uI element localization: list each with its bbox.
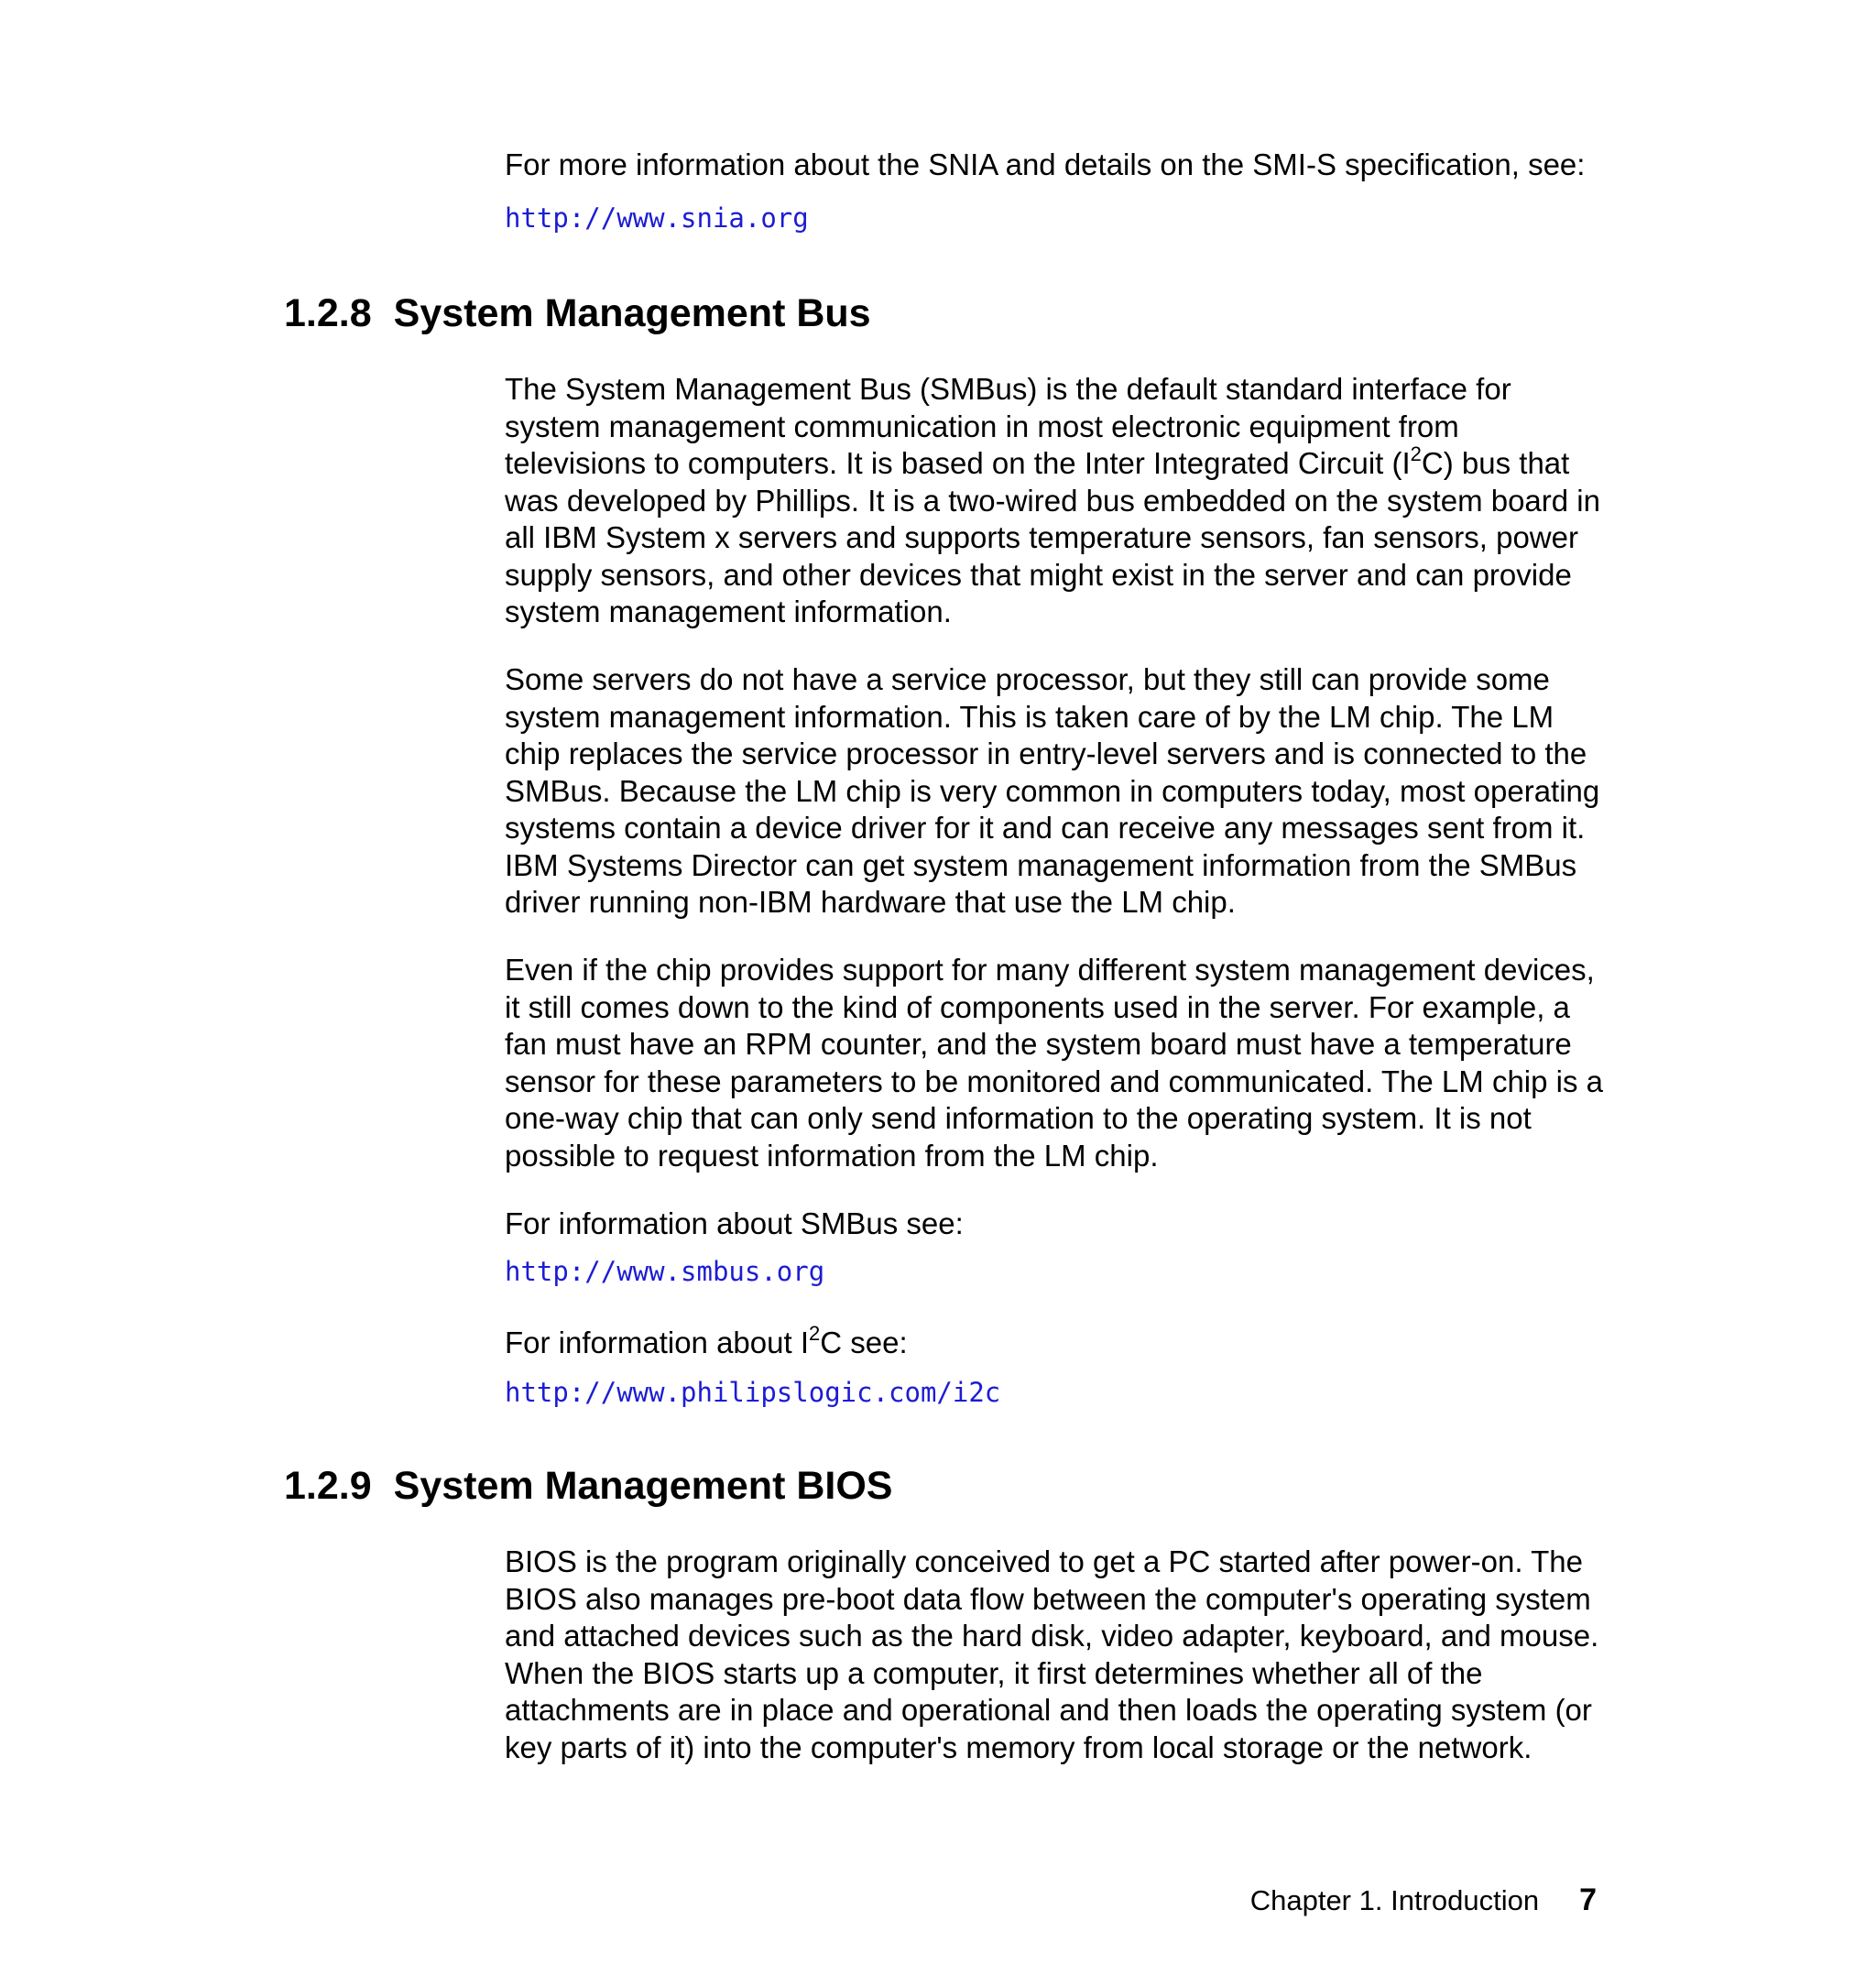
i2c-link[interactable]: http://www.philipslogic.com/i2c: [505, 1377, 1001, 1408]
section-title: System Management BIOS: [393, 1464, 893, 1508]
superscript-2: 2: [1410, 442, 1422, 465]
section-heading-1-2-9: [284, 1462, 892, 1510]
smbus-paragraph-3: Even if the chip provides support for many different system management devices, it still comes down to the kind of components used in the server. For example, a fan must have an RPM counter, and the system board must have a temperature sensor for these parameters to be monitored and communicated. The LM chip is a one-way chip that can only send information to the operating system. It is not possible to request information from the LM chip.: [505, 953, 1604, 1173]
snia-link[interactable]: http://www.snia.org: [505, 202, 809, 234]
section-number: 1.2.9: [284, 1464, 372, 1508]
smbus-paragraph-1: [505, 371, 1604, 631]
bios-paragraph-1: BIOS is the program originally conceived to get a PC started after power-on. The BIOS also manages pre-boot data flow between the computer's operating system and attached devices such as the hard disk, video adapter, keyboard, and mouse. When the BIOS starts up a computer, it first determines whether all of the attachments are in place and operational and then loads the operating system (or key parts of it) into the computer's memory from local storage or the network.: [505, 1544, 1599, 1764]
i2c-info-text: [505, 1322, 1604, 1362]
section-number: 1.2.8: [284, 291, 372, 335]
page-number: 7: [1579, 1882, 1597, 1917]
intro-text: For more information about the SNIA and details on the SMI-S specification, see:: [505, 147, 1586, 181]
smbus-p1-part2: C) bus that was developed by Phillips. It is a two-wired bus embedded on the system board in all IBM System x servers and supports temperature sensors, fan sensors, power supply sensors, and other devices that might exist in the server and can provide system management information.: [505, 446, 1600, 628]
smbus-paragraph-2: Some servers do not have a service processor, but they still can provide some system management information. This is taken care of by the LM chip. The LM chip replaces the service processor in entry-level servers and is connected to the SMBus. Because the LM chip is very common in computers today, most operating systems contain a device driver for it and can receive any messages sent from it. IBM Systems Director can get system management information from the SMBus driver running non-IBM hardware that use the LM chip.: [505, 662, 1600, 919]
smbus-info-text: For information about SMBus see:: [505, 1206, 964, 1240]
i2c-info-part1: For information about I: [505, 1326, 809, 1359]
smbus-p1-part1: The System Management Bus (SMBus) is the default standard interface for system management communication in most electronic equipment from televisions to computers. It is based on the Inter Integrated Circuit (I: [505, 372, 1511, 480]
section-title: System Management Bus: [393, 291, 871, 335]
chapter-label: Chapter 1. Introduction: [1249, 1884, 1540, 1916]
superscript-2: 2: [809, 1322, 821, 1345]
section-heading-1-2-8: [284, 289, 871, 337]
i2c-info-part2: C see:: [820, 1326, 908, 1359]
smbus-link[interactable]: http://www.smbus.org: [505, 1256, 825, 1287]
page-footer: [1250, 1882, 1597, 1918]
